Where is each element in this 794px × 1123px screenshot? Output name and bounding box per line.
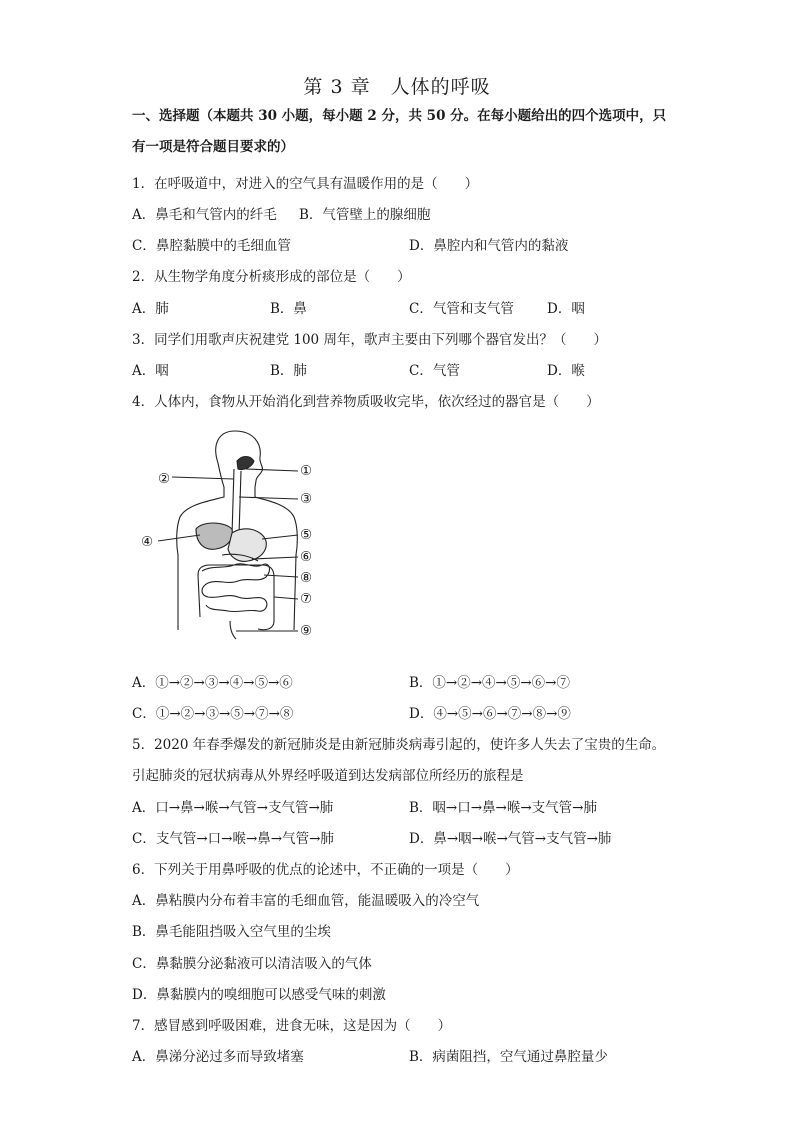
diagram-label-7: ⑦: [300, 591, 313, 607]
question-7-option-b: B．病菌阻挡，空气通过鼻腔量少: [409, 1049, 608, 1065]
question-5-option-d: D．鼻→咽→喉→气管→支气管→肺: [409, 831, 612, 847]
question-5-stem-line1: 5．2020 年春季爆发的新冠肺炎是由新冠肺炎病毒引起的，使许多人失去了宝贵的生命。: [132, 737, 666, 753]
section-header-line1: 一、选择题（本题共 30 小题，每小题 2 分，共 50 分。在每小题给出的四个选项中，只: [132, 108, 667, 124]
diagram-label-3: ③: [300, 491, 313, 507]
diagram-label-8: ⑧: [300, 570, 313, 586]
question-2-option-a: A．肺: [132, 301, 169, 317]
question-1-option-d: D．鼻腔内和气管内的黏液: [409, 238, 569, 254]
question-7-option-a: A．鼻涕分泌过多而导致堵塞: [132, 1049, 304, 1065]
question-2-stem: 2．从生物学角度分析痰形成的部位是（ ）: [132, 269, 411, 285]
question-6-option-a: A．鼻粘膜内分布着丰富的毛细血管，能温暖吸入的冷空气: [132, 893, 480, 909]
section-header-line2: 有一项是符合题目要求的）: [132, 139, 294, 155]
question-1-option-b: B．气管壁上的腺细胞: [299, 207, 431, 223]
question-4-option-d: D．④→⑤→⑥→⑦→⑧→⑨: [409, 706, 571, 722]
question-1-stem: 1．在呼吸道中，对进入的空气具有温暖作用的是（ ）: [132, 176, 479, 192]
question-3-stem: 3．同学们用歌声庆祝建党 100 周年，歌声主要由下列哪个器官发出？（ ）: [132, 332, 607, 348]
question-6-option-c: C．鼻黏膜分泌黏液可以清洁吸入的气体: [132, 956, 372, 972]
question-7-stem: 7．感冒感到呼吸困难，进食无味，这是因为（ ）: [132, 1018, 452, 1034]
question-1-option-a: A．鼻毛和气管内的纤毛: [132, 207, 277, 223]
question-3-option-d: D．喉: [547, 363, 585, 379]
question-2-option-d: D．咽: [547, 301, 585, 317]
question-2-option-c: C．气管和支气管: [409, 301, 514, 317]
question-4-stem: 4．人体内，食物从开始消化到营养物质吸收完毕，依次经过的器官是（ ）: [132, 394, 600, 410]
question-6-option-b: B．鼻毛能阻挡吸入空气里的尘埃: [132, 924, 331, 940]
digestive-system-diagram: [138, 425, 328, 640]
section-header: [132, 101, 672, 163]
question-5-option-b: B．咽→口→鼻→喉→支气管→肺: [409, 800, 597, 816]
question-2-option-b: B．鼻: [270, 301, 307, 317]
diagram-label-4: ④: [141, 534, 154, 550]
diagram-label-1: ①: [300, 463, 313, 479]
question-4-option-b: B．①→②→④→⑤→⑥→⑦: [409, 675, 570, 691]
question-5-stem-line2: 引起肺炎的冠状病毒从外界经呼吸道到达发病部位所经历的旅程是: [132, 768, 524, 784]
question-5-option-a: A．口→鼻→喉→气管→支气管→肺: [132, 800, 334, 816]
question-1-option-c: C．鼻腔黏膜中的毛细血管: [132, 238, 291, 254]
question-3-option-c: C．气管: [409, 363, 460, 379]
diagram-label-6: ⑥: [300, 549, 313, 565]
diagram-label-2: ②: [158, 471, 171, 487]
diagram-label-9: ⑨: [300, 623, 313, 639]
question-5-option-c: C．支气管→口→喉→鼻→气管→肺: [132, 831, 334, 847]
diagram-label-5: ⑤: [300, 527, 313, 543]
question-4-option-a: A．①→②→③→④→⑤→⑥: [132, 675, 293, 691]
page-title: 第 3 章 人体的呼吸: [303, 76, 491, 98]
question-6-stem: 6．下列关于用鼻呼吸的优点的论述中，不正确的一项是（ ）: [132, 862, 519, 878]
question-3-option-b: B．肺: [270, 363, 307, 379]
question-3-option-a: A．咽: [132, 363, 169, 379]
question-6-option-d: D．鼻黏膜内的嗅细胞可以感受气味的刺激: [132, 987, 386, 1003]
question-4-option-c: C．①→②→③→⑤→⑦→⑧: [132, 706, 294, 722]
